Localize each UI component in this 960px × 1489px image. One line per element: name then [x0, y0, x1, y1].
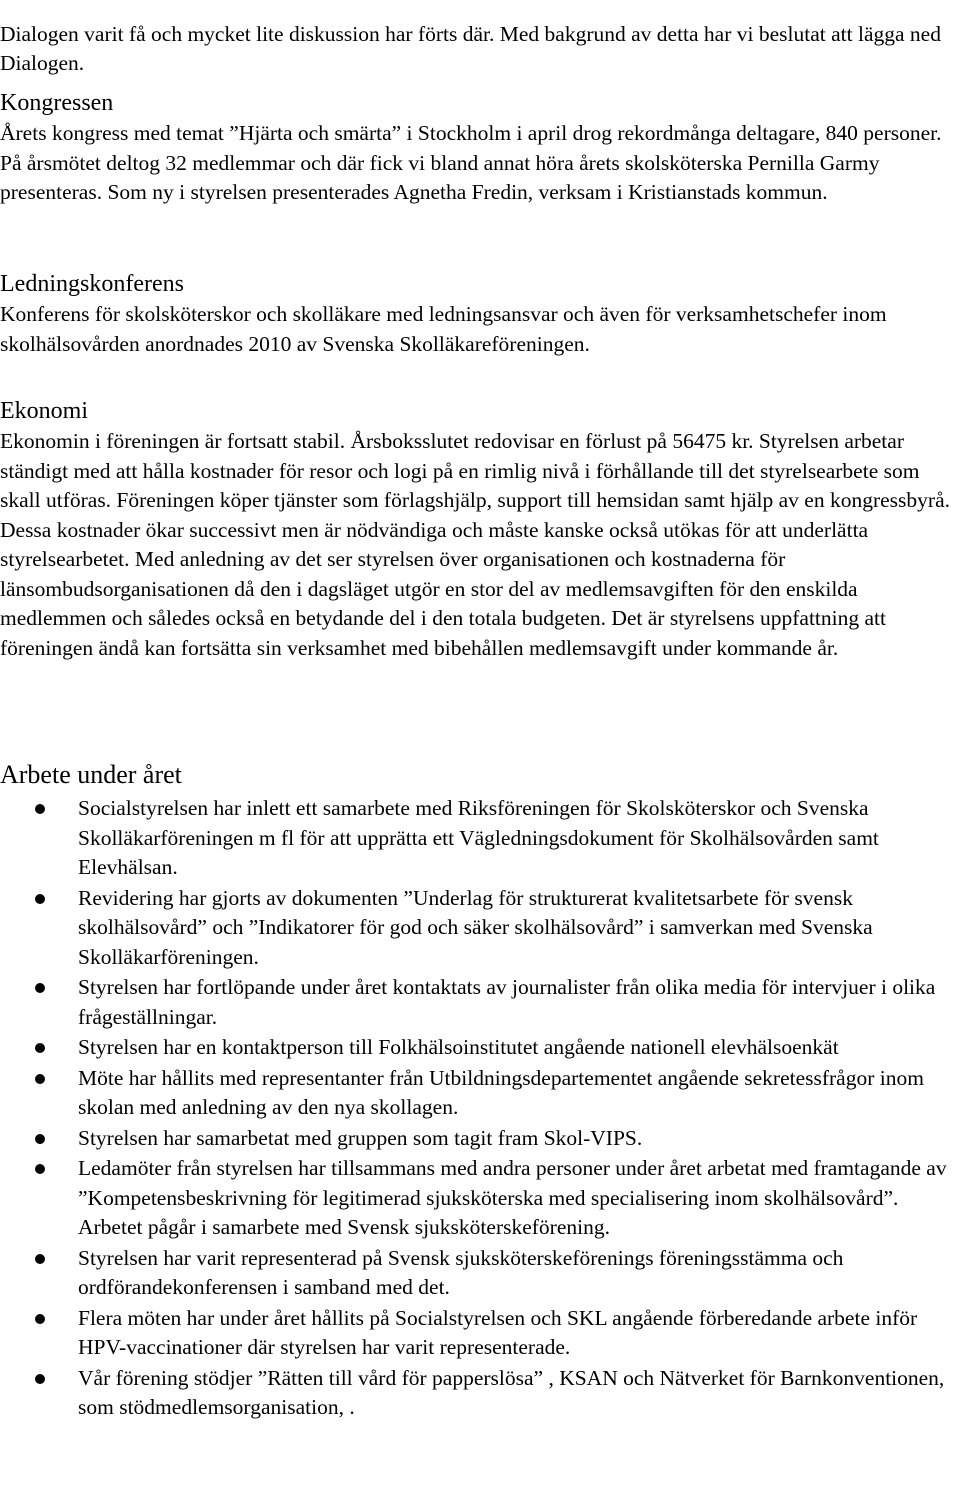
bullet-icon [35, 804, 45, 814]
list-item-text: Möte har hållits med representanter från Utbildningsdepartementet angående sekretessfrågor inom skolan med anledning av den nya skollagen. [78, 1065, 924, 1119]
bullet-icon [35, 1043, 45, 1053]
list-item [0, 1364, 960, 1423]
section-title-ekonomi: Ekonomi [0, 398, 88, 424]
bullet-icon [35, 1164, 45, 1174]
section-title-kongressen: Kongressen [0, 90, 114, 116]
list-item-text: Styrelsen har en kontaktperson till Folkhälsoinstitutet angående nationell elevhälsoenkät [78, 1035, 839, 1059]
list-item [0, 1124, 960, 1154]
section-body-ledningskonferens: Konferens för skolsköterskor och skolläkare med ledningsansvar och även för verksamhetschefer inom skolhälsovården anordnades 2010 av Svenska Skolläkareföreningen. [0, 302, 887, 356]
bullet-icon [35, 1134, 45, 1144]
list-item [0, 1154, 960, 1243]
list-item-text: Revidering har gjorts av dokumenten ”Underlag för strukturerat kvalitetsarbete för svensk skolhälsovård” och ”Indikatorer för god och säker skolhälsovård” i samverkan med Svenska Skolläkarföreningen. [78, 885, 873, 969]
section-title-ledningskonferens: Ledningskonferens [0, 271, 184, 297]
bullet-icon [35, 1074, 45, 1084]
bullet-icon [35, 983, 45, 993]
list-item-text: Styrelsen har varit representerad på Svensk sjuksköterskeförenings föreningsstämma och ordförandekonferensen i samband med det. [78, 1245, 844, 1299]
bullet-icon [35, 894, 45, 904]
work-heading: Arbete under året [0, 760, 182, 789]
list-item-text: Ledamöter från styrelsen har tillsammans med andra personer under året arbetat med framtagande av ”Kompetensbeskrivning för legitimerad sjuksköterska med specialisering inom skolhälsovård”. Arbetet pågår i samarbete med Svensk sjuksköterskeförening. [78, 1156, 947, 1239]
list-item [0, 1244, 960, 1303]
bullet-icon [35, 1374, 45, 1384]
section-body-ekonomi: Ekonomin i föreningen är fortsatt stabil. Årsboksslutet redovisar en förlust på 56475 kr. Styrelsen arbetar ständigt med att hålla kostnader för resor och logi på en rimlig nivå i förhållande till det styrelsearbete som skall utföras. Föreningen köper tjänster som förlagshjälp, support till hemsidan samt hjälp av en kongressbyrå. Dessa kostnader ökar successivt men är nödvändiga och måste kanske också utökas för att underlätta styrelsearbetet. Med anledning av det ser styrelsen över organisationen och kostnaderna för länsombudsorganisationen då den i dagsläget utgör en stor del av medlemsavgiften för den enskilda medlemmen och således också en betydande del i den totala budgeten. Det är styrelsens uppfattning att föreningen ändå kan fortsätta sin verksamhet med bibehållen medlemsavgift under kommande år. [0, 429, 950, 660]
list-item [0, 973, 960, 1032]
list-item-text: Socialstyrelsen har inlett ett samarbete med Riksföreningen för Skolsköterskor och Svenska Skolläkarföreningen m fl för att upprätta ett Vägledningsdokument för Skolhälsovården samt Elevhälsan. [78, 796, 879, 879]
section-kongressen [0, 88, 958, 208]
list-item [0, 1033, 960, 1063]
work-list [0, 794, 960, 1424]
section-body-kongressen: Årets kongress med temat ”Hjärta och smärta” i Stockholm i april drog rekordmånga deltagare, 840 personer. På årsmötet deltog 32 medlemmar och där fick vi bland annat höra årets skolsköterska Pernilla Garmy presenteras. Som ny i styrelsen presenterades Agnetha Fredin, verksam i Kristianstads kommun. [0, 121, 942, 204]
list-item [0, 1064, 960, 1123]
list-item [0, 1304, 960, 1363]
bullet-icon [35, 1254, 45, 1264]
list-item-text: Flera möten har under året hållits på Socialstyrelsen och SKL angående förberedande arbete inför HPV-vaccinationer där styrelsen har varit representerade. [78, 1305, 918, 1359]
list-item-text: Styrelsen har samarbetat med gruppen som tagit fram Skol-VIPS. [78, 1125, 643, 1150]
list-item-text: Styrelsen har fortlöpande under året kontaktats av journalister från olika media för intervjuer i olika frågeställningar. [78, 975, 936, 1029]
bullet-icon [35, 1314, 45, 1324]
intro-paragraph: Dialogen varit få och mycket lite diskussion har förts där. Med bakgrund av detta har vi beslutat att lägga ned Dialogen. [0, 21, 941, 75]
list-item-text: Vår förening stödjer ”Rätten till vård för papperslösa” , KSAN och Nätverket för Barnkonventionen, som stödmedlemsorganisation, . [78, 1365, 945, 1419]
list-item [0, 884, 960, 973]
section-ledningskonferens [0, 269, 958, 359]
list-item [0, 794, 960, 883]
section-ekonomi [0, 396, 958, 663]
